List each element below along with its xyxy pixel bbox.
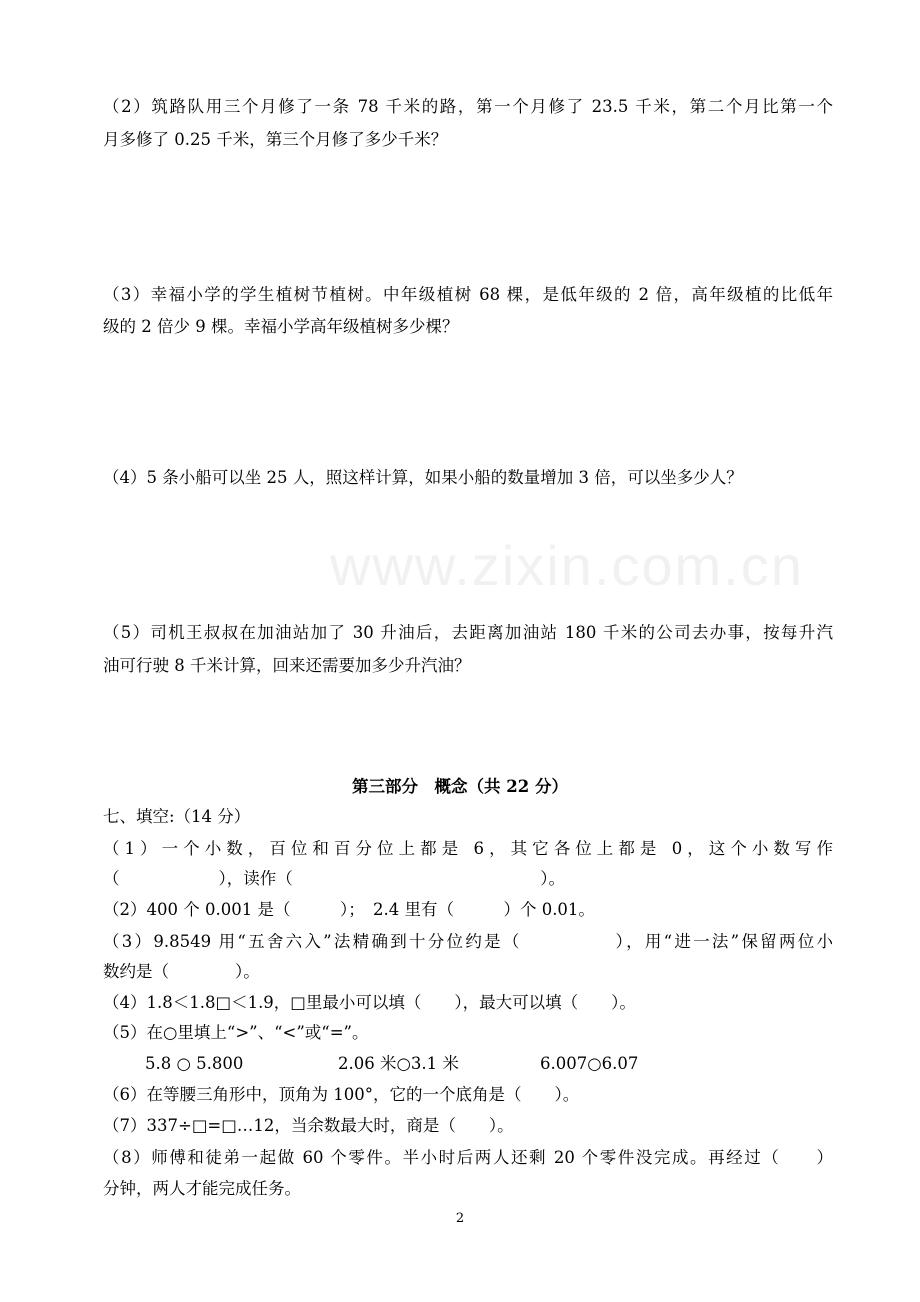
fill-heading: 七、填空:（14 分） [103, 807, 251, 826]
page-number: 2 [455, 1211, 465, 1226]
problem-4: （4）5 条小船可以坐 25 人，照这样计算，如果小船的数量增加 3 倍，可以坐多少人？ [103, 468, 743, 487]
fill-q8-line1: （8）师傅和徒弟一起做 60 个零件。半小时后两人还剩 20 个零件没完成。再经过（ ） [103, 1148, 833, 1167]
section-title: 第三部分 概念（共 22 分） [352, 777, 568, 796]
fill-q8-line2: 分钟，两人才能完成任务。 [103, 1179, 301, 1198]
problem-5-line1: （5）司机王叔叔在加油站加了 30 升油后，去距离加油站 180 千米的公司去办事，按每升汽 [103, 623, 833, 642]
fill-q1-line1: （1）一个小数，百位和百分位上都是 6，其它各位上都是 0，这个小数写作 [103, 839, 833, 858]
fill-q3-line1: （3）9.8549 用“五舍六入”法精确到十分位约是（ ），用“进一法”保留两位小 [103, 932, 833, 951]
compare-item-2: 2.06 米○3.1 米 [338, 1054, 459, 1073]
watermark: www.zixin.com.cn [330, 534, 804, 597]
fill-q5: （5）在○里填上“>”、“<”或“=”。 [103, 1023, 369, 1042]
fill-q2: （2）400 个 0.001 是（ ）； 2.4 里有（ ）个 0.01。 [103, 900, 595, 919]
problem-2-line1: （2）筑路队用三个月修了一条 78 千米的路，第一个月修了 23.5 千米，第二个月比第一个 [103, 97, 833, 116]
fill-q1-line2: （ ），读作（ ）。 [103, 869, 565, 888]
problem-3-line2: 级的 2 倍少 9 棵。幸福小学高年级植树多少棵？ [103, 317, 459, 336]
fill-q7: （7）337÷□=□…12，当余数最大时，商是（ ）。 [103, 1116, 514, 1135]
fill-q3-line2: 数约是（ ）。 [103, 962, 260, 981]
fill-q4: （4）1.8＜1.8□＜1.9，□里最小可以填（ ），最大可以填（ ）。 [103, 993, 636, 1012]
fill-q6: （6）在等腰三角形中，顶角为 100°，它的一个底角是（ ）。 [103, 1085, 580, 1104]
compare-item-3: 6.007○6.07 [540, 1054, 639, 1073]
compare-item-1: 5.8 ○ 5.800 [145, 1054, 244, 1073]
problem-3-line1: （3）幸福小学的学生植树节植树。中年级植树 68 棵，是低年级的 2 倍，高年级植的比低年 [103, 285, 833, 304]
problem-5-line2: 油可行驶 8 千米计算，回来还需要加多少升汽油？ [103, 656, 471, 675]
problem-2-line2: 月多修了 0.25 千米，第三个月修了多少千米？ [103, 130, 448, 149]
